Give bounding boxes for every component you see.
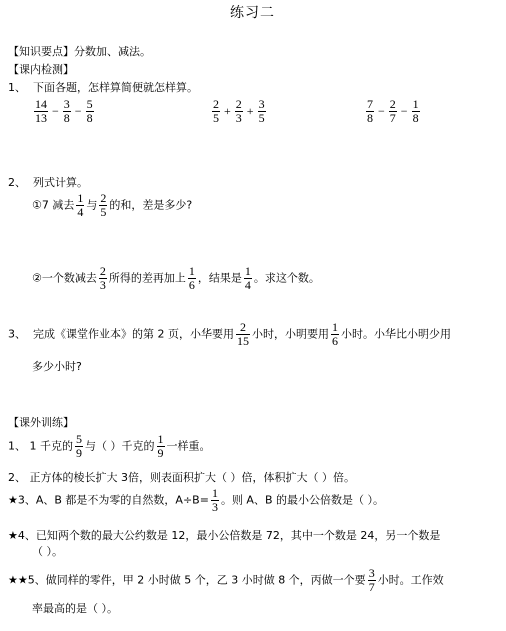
e5-text-b: 小时。工作效	[377, 573, 444, 587]
denominator: 7	[389, 111, 396, 125]
e5-fraction-1	[368, 567, 376, 594]
operator: −	[378, 104, 385, 118]
fraction	[86, 98, 94, 125]
q2-p1-text-c: 的和，差是多少?	[109, 198, 193, 212]
knowledge-line	[8, 45, 151, 59]
denominator: 8	[63, 111, 70, 125]
q3-fraction-2	[331, 321, 339, 348]
knowledge-tag: 【知识要点】	[8, 45, 74, 58]
e3-text-b: 。则 A、B 的最小公倍数是（ ）。	[220, 493, 384, 507]
operator: −	[400, 104, 408, 118]
q3-label: 3、	[8, 327, 26, 341]
q2-line	[8, 176, 88, 190]
e2-line: 2、 正方体的棱长扩大 3倍，则表面积扩大（ ）倍，体积扩大（ ）倍。	[8, 471, 355, 484]
denominator: 15	[237, 334, 249, 348]
e4-line2: （ ）。	[32, 545, 63, 558]
e5-line1	[8, 567, 444, 594]
operator: −	[74, 104, 82, 118]
denominator: 6	[188, 278, 195, 292]
e1-line	[8, 433, 211, 460]
q3-line1	[8, 321, 451, 348]
numerator: 2	[213, 97, 219, 111]
q2-p2-fraction-3	[244, 265, 252, 292]
knowledge-text: 分数加、减法。	[74, 45, 151, 58]
e3-line	[8, 487, 384, 514]
q1-text: 下面各题，怎样算简便就怎样算。	[33, 81, 198, 94]
q3-text-b: 小时，小明要用	[252, 327, 329, 341]
e1-text-c: 一样重。	[166, 439, 211, 453]
q2-text: 列式计算。	[33, 176, 88, 189]
q2-p2-text-c: ，结果是	[197, 271, 242, 285]
q2-p1-fraction-1	[76, 192, 84, 219]
q3-text-c: 小时。小华比小明少用	[341, 327, 451, 341]
q2-p1-text-a: ①7 减去	[32, 198, 75, 212]
denominator: 4	[77, 205, 84, 219]
operator: −	[52, 104, 59, 118]
fraction	[389, 98, 397, 125]
denominator: 9	[157, 446, 164, 460]
q1-expr-1	[32, 98, 96, 125]
numerator: 3	[258, 97, 265, 111]
q3-fraction-1	[236, 321, 250, 348]
page-title: 练习二	[230, 5, 275, 21]
denominator: 3	[235, 111, 242, 125]
q3-text-a: 完成《课堂作业本》的第 2 页，小华要用	[33, 327, 234, 341]
fraction	[212, 98, 220, 125]
e1-text-a: 1、 1 千克的	[8, 439, 73, 453]
e3-fraction-1	[211, 487, 219, 514]
q2-p2-fraction-1	[99, 265, 107, 292]
fraction	[412, 98, 420, 125]
numerator: 1	[157, 432, 164, 446]
e4-line1: ★4、已知两个数的最大公约数是 12，最小公倍数是 72，其中一个数是 24，另一个数是	[8, 529, 441, 542]
q1-expr-2	[210, 98, 268, 125]
denominator: 13	[35, 111, 47, 125]
numerator: 3	[368, 566, 375, 580]
denominator: 8	[412, 111, 419, 125]
q2-p2-text-d: 。求这个数。	[253, 271, 320, 285]
e5-line2: 率最高的是（ ）。	[32, 602, 118, 615]
q2-p2-fraction-2	[188, 265, 196, 292]
denominator: 5	[100, 205, 107, 219]
numerator: 1	[244, 264, 251, 278]
denominator: 8	[86, 111, 93, 125]
q2-label: 2、	[8, 176, 26, 189]
e3-text-a: ★3、A、B 都是不为零的自然数，A÷B=	[8, 493, 209, 507]
numerator: 1	[332, 320, 338, 334]
operator: +	[246, 104, 254, 118]
numerator: 14	[35, 97, 47, 111]
outclass-heading: 【课外训练】	[8, 416, 74, 429]
e5-text-a: ★★5、做同样的零件，甲 2 小时做 5 个，乙 3 小时做 8 个，丙做一个要	[8, 573, 366, 587]
denominator: 5	[258, 111, 265, 125]
numerator: 1	[77, 191, 84, 205]
q2-part2	[32, 265, 320, 292]
e1-fraction-1	[75, 433, 83, 460]
numerator: 2	[389, 97, 396, 111]
numerator: 1	[211, 486, 218, 500]
numerator: 7	[367, 97, 373, 111]
denominator: 7	[368, 580, 375, 594]
q2-p2-text-a: ②一个数减去	[32, 271, 97, 285]
numerator: 5	[76, 432, 82, 446]
fraction	[63, 98, 71, 125]
q2-p1-text-b: 与	[86, 198, 98, 212]
numerator: 5	[86, 97, 93, 111]
q1-label: 1、	[8, 81, 26, 94]
numerator: 2	[235, 97, 242, 111]
denominator: 5	[213, 111, 219, 125]
denominator: 8	[367, 111, 373, 125]
denominator: 3	[99, 278, 106, 292]
inclass-heading: 【课内检测】	[8, 63, 74, 76]
numerator: 1	[188, 264, 195, 278]
q2-p2-text-b: 所得的差再加上	[108, 271, 186, 285]
denominator: 6	[332, 334, 338, 348]
q2-part1	[32, 192, 192, 219]
q1-line	[8, 81, 198, 95]
numerator: 2	[99, 264, 106, 278]
fraction	[258, 98, 266, 125]
q1-expr-3	[364, 98, 422, 125]
operator: +	[224, 104, 231, 118]
fraction	[235, 98, 243, 125]
numerator: 3	[63, 97, 70, 111]
fraction	[34, 98, 48, 125]
denominator: 4	[244, 278, 251, 292]
denominator: 3	[211, 500, 218, 514]
numerator: 1	[412, 97, 419, 111]
fraction	[366, 98, 374, 125]
numerator: 2	[100, 191, 107, 205]
q3-line2: 多少小时?	[32, 360, 82, 373]
e1-fraction-2	[157, 433, 165, 460]
numerator: 2	[236, 321, 250, 335]
denominator: 9	[76, 446, 82, 460]
e1-text-b: 与（ ）千克的	[85, 439, 155, 453]
q2-p1-fraction-2	[99, 192, 107, 219]
